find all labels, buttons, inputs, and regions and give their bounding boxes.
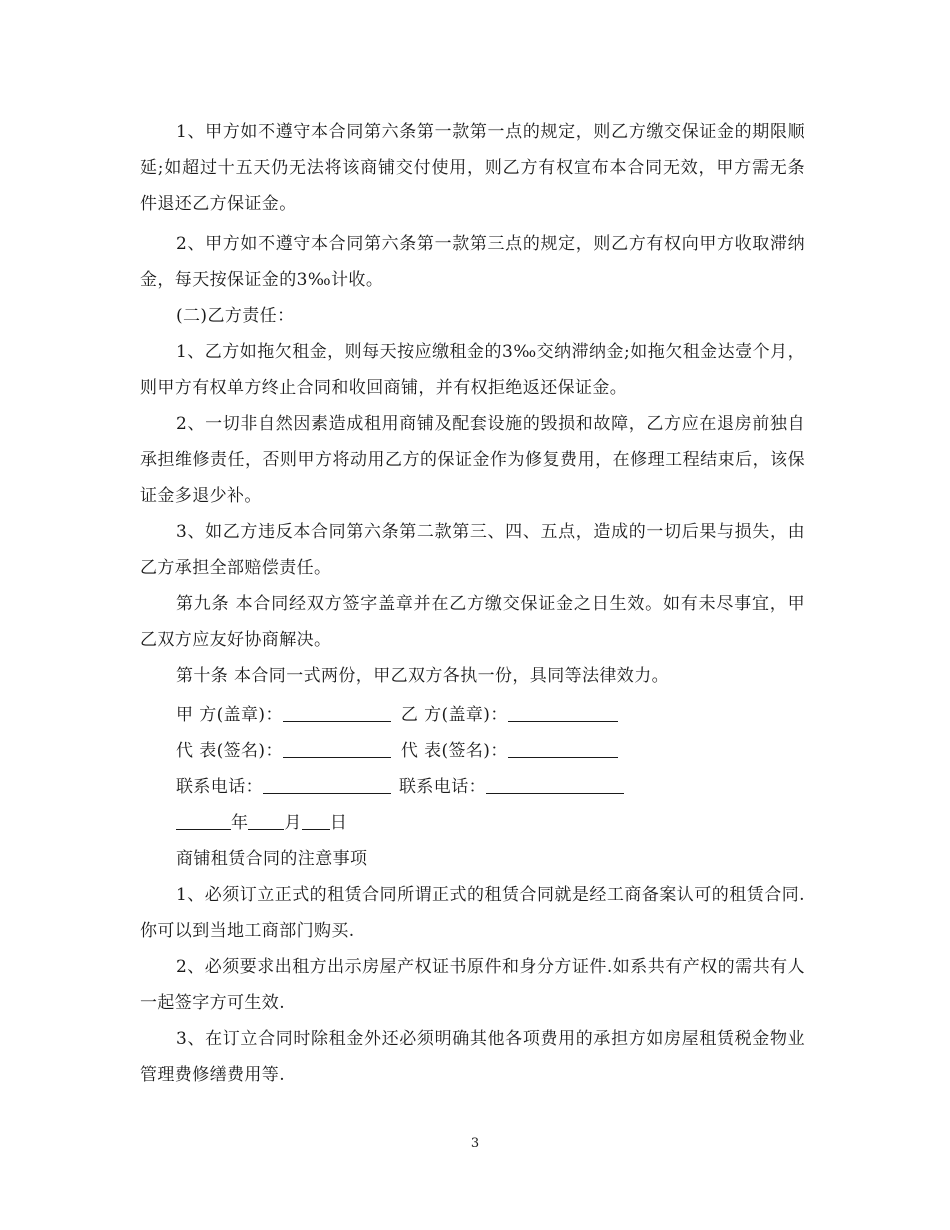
party-a-seal-blank: [283, 703, 391, 722]
day-blank: [302, 811, 330, 830]
rep-a-blank: [283, 739, 391, 758]
signature-row-seal: [176, 697, 618, 733]
phone-a-label: 联系电话：: [176, 777, 263, 797]
signature-row-phone: [176, 769, 624, 805]
party-b-seal-blank: [508, 703, 618, 722]
date-row: [176, 805, 347, 841]
rep-a-label: 代 表(签名)：: [176, 741, 283, 761]
paragraph-party-a-liability-1: 1、甲方如不遵守本合同第六条第一款第一点的规定，则乙方缴交保证金的期限顺延;如超过十五天仍无法将该商铺交付使用，则乙方有权宣布本合同无效，甲方需无条件退还乙方保证金。: [140, 122, 805, 214]
notes-title: 商铺租赁合同的注意事项: [176, 849, 368, 869]
note-3: 3、在订立合同时除租金外还必须明确其他各项费用的承担方如房屋租赁税金物业管理费修缮费用等.: [140, 1029, 805, 1085]
section-heading-party-b: (二)乙方责任：: [176, 306, 295, 326]
note-2: 2、必须要求出租方出示房屋产权证书原件和身分方证件.如系共有产权的需共有人一起签字方可生效.: [140, 957, 805, 1013]
rep-b-blank: [508, 739, 618, 758]
note-1: 1、必须订立正式的租赁合同所谓正式的租赁合同就是经工商备案认可的租赁合同.你可以到当地工商部门购买.: [140, 885, 805, 941]
year-blank: [176, 811, 231, 830]
page-number: 3: [470, 1136, 480, 1151]
phone-b-label: 联系电话：: [399, 777, 486, 797]
paragraph-party-b-liability-1: 1、乙方如拖欠租金，则每天按应缴租金的3‰交纳滞纳金;如拖欠租金达壹个月，则甲方有权单方终止合同和收回商铺，并有权拒绝返还保证金。: [140, 342, 805, 398]
day-label: 日: [329, 813, 348, 833]
paragraph-party-b-liability-3: 3、如乙方违反本合同第六条第二款第三、四、五点，造成的一切后果与损失，由乙方承担全部赔偿责任。: [140, 522, 805, 578]
phone-b-blank: [486, 775, 624, 794]
article-ten: 第十条 本合同一式两份，甲乙双方各执一份，具同等法律效力。: [176, 666, 670, 686]
year-label: 年: [231, 813, 249, 833]
party-a-seal-label: 甲 方(盖章)：: [176, 705, 283, 725]
article-nine: 第九条 本合同经双方签字盖章并在乙方缴交保证金之日生效。如有未尽事宜，甲乙双方应友好协商解决。: [140, 594, 805, 650]
month-blank: [248, 811, 284, 830]
signature-row-rep: [176, 733, 618, 769]
rep-b-label: 代 表(签名)：: [400, 741, 508, 761]
party-b-seal-label: 乙 方(盖章)：: [400, 705, 508, 725]
phone-a-blank: [263, 775, 391, 794]
paragraph-party-a-liability-2: 2、甲方如不遵守本合同第六条第一款第三点的规定，则乙方有权向甲方收取滞纳金，每天按保证金的3‰计收。: [140, 234, 805, 290]
paragraph-party-b-liability-2: 2、一切非自然因素造成租用商铺及配套设施的毁损和故障，乙方应在退房前独自承担维修责任，否则甲方将动用乙方的保证金作为修复费用，在修理工程结束后，该保证金多退少补。: [140, 414, 805, 506]
month-label: 月: [284, 813, 302, 833]
